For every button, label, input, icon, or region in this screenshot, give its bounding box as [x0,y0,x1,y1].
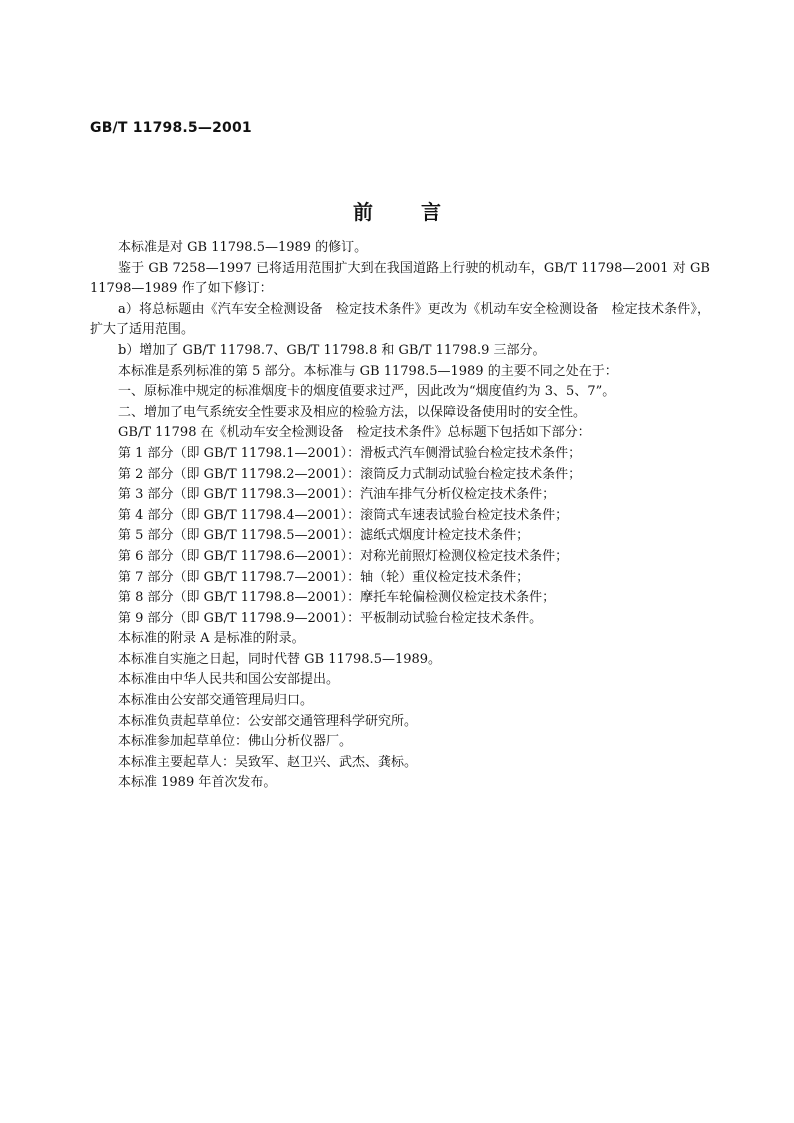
paragraph-item-b: b）增加了 GB/T 11798.7、GB/T 11798.8 和 GB/T 11798.9 三部分。 [118,342,546,358]
paragraph-item-a: a）将总标题由《汽车安全检测设备 检定技术条件》更改为《机动车安全检测设备 检定技术条件》，扩大了适用范围。 [90,301,710,338]
list-item: 第 9 部分（即 GB/T 11798.9—2001）：平板制动试验台检定技术条件。 [118,610,543,626]
list-item: 第 1 部分（即 GB/T 11798.1—2001）：滑板式汽车侧滑试验台检定技术条件； [118,445,582,461]
paragraph-drafters: 本标准主要起草人：吴致军、赵卫兴、武杰、龚标。 [118,754,418,770]
list-item: 第 8 部分（即 GB/T 11798.8—2001）：摩托车轮偏检测仪检定技术条件； [118,590,556,606]
list-item: 第 6 部分（即 GB/T 11798.6—2001）：对称光前照灯检测仪检定技术条件； [118,548,569,564]
foreword-body [90,238,710,794]
list-item: 第 5 部分（即 GB/T 11798.5—2001）：滤纸式烟度计检定技术条件； [118,528,530,544]
page-title [0,199,794,225]
standard-number: GB/T 11798.5—2001 [90,120,252,136]
paragraph-series-intro: GB/T 11798 在《机动车安全检测设备 检定技术条件》总标题下包括如下部分： [118,425,591,441]
paragraph-scope-change: 鉴于 GB 7258—1997 已将适用范围扩大到在我国道路上行驶的机动车，GB/T 11798—2001 对 GB 11798—1989 作了如下修订： [90,260,710,297]
list-item: 第 3 部分（即 GB/T 11798.3—2001）：汽油车排气分析仪检定技术条件； [118,487,556,503]
paragraph-drafting-unit: 本标准负责起草单位：公安部交通管理科学研究所。 [118,713,418,729]
paragraph-part-intro: 本标准是系列标准的第 5 部分。本标准与 GB 11798.5—1989 的主要不同之处在于： [118,363,618,379]
title-char-1: 前 [353,200,373,224]
paragraph-appendix: 本标准的附录 A 是标准的附录。 [118,631,305,647]
paragraph-difference-1: 一、原标准中规定的标准烟度卡的烟度值要求过严，因此改为“烟度值约为 3、5、7”。 [118,384,616,400]
paragraph-first-issue: 本标准 1989 年首次发布。 [118,775,277,791]
title-char-2: 言 [421,200,441,224]
paragraph-difference-2: 二、增加了电气系统安全性要求及相应的检验方法，以保障设备使用时的安全性。 [118,404,587,420]
paragraph-replacement: 本标准自实施之日起，同时代替 GB 11798.5—1989。 [118,651,442,667]
paragraph-proposer: 本标准由中华人民共和国公安部提出。 [118,672,340,688]
list-item: 第 4 部分（即 GB/T 11798.4—2001）：滚筒式车速表试验台检定技术条件； [118,507,569,523]
list-item: 第 2 部分（即 GB/T 11798.2—2001）：滚筒反力式制动试验台检定技术条件； [118,466,582,482]
paragraph-revision: 本标准是对 GB 11798.5—1989 的修订。 [118,240,368,255]
paragraph-administrator: 本标准由公安部交通管理局归口。 [118,693,314,709]
list-item: 第 7 部分（即 GB/T 11798.7—2001）：轴（轮）重仪检定技术条件； [118,569,530,585]
paragraph-participating-unit: 本标准参加起草单位：佛山分析仪器厂。 [118,734,353,750]
